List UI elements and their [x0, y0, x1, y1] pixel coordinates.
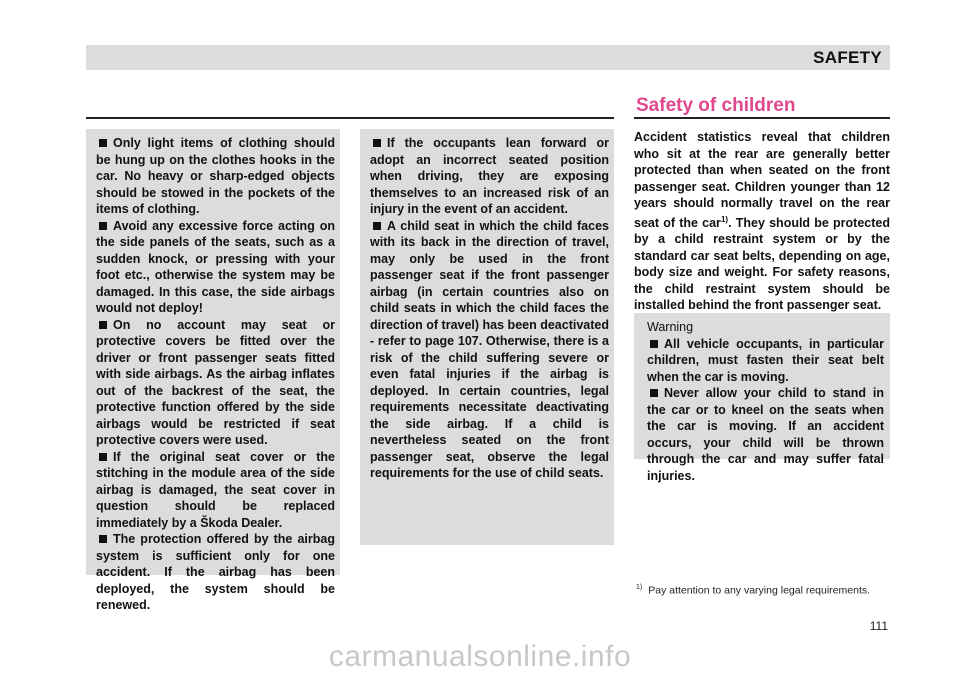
- section-title: Safety of children: [636, 95, 796, 116]
- footnote-text: Pay attention to any varying legal requirements.: [648, 584, 871, 597]
- bullet-paragraph: Avoid any excessive force acting on the side panels of the seats, such as a sudden knock, or pressing with your foot etc., otherwise the system may be damaged. In this case, the side airbags would not deploy!: [96, 218, 335, 315]
- main-paragraph: Accident statistics reveal that children who sit at the rear are generally better protected than when seated on the front passenger seat. Children younger than 12 years should normally travel on the rear seat of the car$^{1)}$. They should be protected by a child restraint system or by the standard car seat belts, depending on age, body size and weight. For safety reasons, the child restraint system should be installed behind the front passenger seat.: [634, 130, 891, 313]
- bullet-paragraph: The protection offered by the airbag system is sufficient only for one accident. If the airbag has been deployed, the system should be renewed.: [96, 532, 335, 612]
- info-box-left: [86, 129, 340, 612]
- footnote-marker: 1): [636, 584, 643, 591]
- square-bullet-icon: [99, 222, 107, 230]
- watermark: carmanualsonline.info: [328, 640, 632, 673]
- warning-box: [634, 313, 890, 483]
- square-bullet-icon: [99, 535, 107, 543]
- warning-heading: Warning: [647, 320, 694, 334]
- square-bullet-icon: [99, 453, 107, 461]
- bullet-paragraph: If the occupants lean forward or adopt an incorrect seated position when driving, they are exposing themselves to an increased risk of an injury in the event of an accident.: [370, 136, 609, 216]
- bullet-paragraph: If the original seat cover or the stitching in the module area of the side airbag is damaged, the seat cover in question should be replaced immediately by a Škoda Dealer.: [96, 449, 335, 530]
- divider-left: [86, 117, 614, 119]
- square-bullet-icon: [373, 139, 381, 147]
- square-bullet-icon: [99, 321, 107, 329]
- bullet-paragraph: On no account may seat or protective covers be fitted over the driver or front passenger seats fitted with side airbags. As the airbag inflates out of the backrest of the seat, the protective function offered by the side airbags would be restricted if seat protective covers were used.: [96, 317, 335, 447]
- square-bullet-icon: [373, 222, 381, 230]
- footnote-reference: 1): [720, 214, 729, 224]
- footnote: [636, 584, 870, 597]
- divider-right: [634, 117, 890, 119]
- chapter-title: SAFETY: [813, 48, 882, 67]
- warning-item: Never allow your child to stand in the car or to kneel on the seats when the car is moving. If an accident occurs, your child will be thrown through the car and may suffer fatal injuries.: [647, 386, 884, 483]
- page-number: 111: [869, 619, 888, 633]
- bullet-paragraph: A child seat in which the child faces with its back in the direction of travel, may only be used in the front passenger seat if the front passenger airbag (in certain countries also on child seats in which the child faces the direction of travel) has been deactivated - refer to page 107. Otherwise, there is a risk of the child suffering severe or even fatal injuries if the airbag is deployed. In certain countries, legal requirements necessitate deactivating the side airbag. If a child is nevertheless seated on the front passenger seat, observe the legal requirements for the use of child seats.: [370, 218, 609, 480]
- square-bullet-icon: [99, 139, 107, 147]
- warning-item: All vehicle occupants, in particular children, must fasten their seat belt when the car is moving.: [647, 336, 884, 384]
- bullet-paragraph: Only light items of clothing should be hung up on the clothes hooks in the car. No heavy or sharp-edged objects should be stowed in the pockets of the items of clothing.: [96, 136, 335, 216]
- square-bullet-icon: [650, 340, 658, 348]
- info-box-middle: [360, 129, 614, 545]
- square-bullet-icon: [650, 389, 658, 397]
- header-bar: [86, 45, 890, 70]
